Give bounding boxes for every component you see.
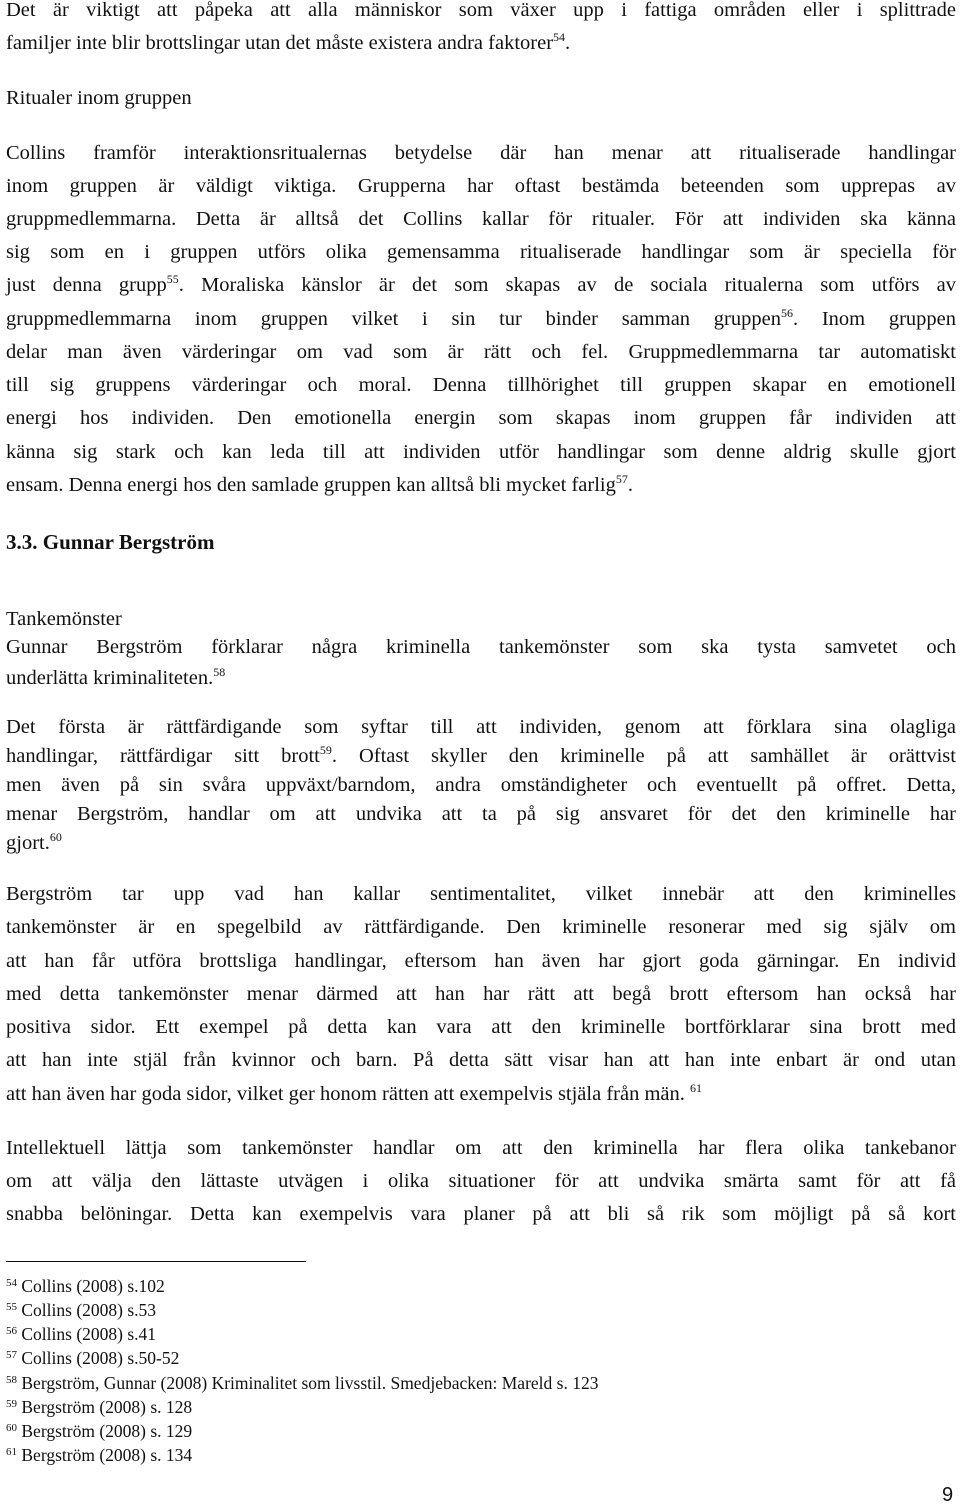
page-number: 9 bbox=[942, 1484, 954, 1506]
paragraph-4-line-4: menar Bergström, handlar om att undvika att ta på sig ansvaret för det den kriminelle har bbox=[6, 803, 956, 825]
footnote-ref-59: 59 bbox=[319, 743, 332, 757]
footnote-61: $^{61}$ Bergström (2008) s. 134 bbox=[6, 1445, 193, 1465]
paragraph-1-line-2: familjer inte blir brottslingar utan det måste existera andra faktorer$^{54}$. bbox=[6, 30, 571, 54]
paragraph-2-line-1: Collins framför interaktionsritualernas betydelse där han menar att ritualiserade handlingar bbox=[6, 142, 956, 164]
footnote-ref-56: 56 bbox=[780, 306, 793, 320]
paragraph-2-line-7: delar man även värderingar om vad som är rätt och fel. Gruppmedlemmarna tar automatiskt bbox=[6, 341, 956, 363]
footnote-57: $^{57}$ Collins (2008) s.50-52 bbox=[6, 1348, 180, 1368]
paragraph-6-line-1: Intellektuell lättja som tankemönster handlar om att den kriminella har flera olika tankebanor bbox=[6, 1137, 956, 1159]
paragraph-2-line-2: inom gruppen är väldigt viktiga. Grupperna har oftast bestämda beteenden som upprepas av bbox=[6, 175, 956, 197]
footnote-ref-57: 57 bbox=[615, 472, 628, 486]
footnote-ref-61: 61 bbox=[690, 1081, 702, 1095]
footnote-divider bbox=[6, 1261, 306, 1262]
paragraph-6-line-2: om att välja den lättaste utvägen i olika situationer för att undvika smärta samt för att få bbox=[6, 1170, 956, 1192]
paragraph-2-line-10: känna sig stark och kan leda till att individen utför handlingar som denne aldrig skulle gjort bbox=[6, 441, 956, 463]
subheading-tankemonster: Tankemönster bbox=[6, 608, 122, 630]
footnote-ref-60: 60 bbox=[49, 830, 62, 844]
paragraph-4-line-2: handlingar, rättfärdigar sitt brott$^{59}$. Oftast skyller den kriminelle på att samhället är orättvist bbox=[6, 743, 956, 767]
paragraph-4-line-5: gjort.$^{60}$ bbox=[6, 830, 62, 854]
footnote-56: $^{56}$ Collins (2008) s.41 bbox=[6, 1324, 157, 1344]
footnote-60: $^{60}$ Bergström (2008) s. 129 bbox=[6, 1421, 193, 1441]
paragraph-4-line-1: Det första är rättfärdigande som syftar till att individen, genom att förklara sina olagliga bbox=[6, 716, 956, 738]
paragraph-1-line-1: Det är viktigt att påpeka att alla människor som växer upp i fattiga områden eller i splittrade bbox=[6, 0, 956, 21]
paragraph-2-line-3: gruppmedlemmarna. Detta är alltså det Collins kallar för ritualer. För att individen ska känna bbox=[6, 208, 956, 230]
footnote-55: $^{55}$ Collins (2008) s.53 bbox=[6, 1300, 157, 1320]
paragraph-5-line-2: tankemönster är en spegelbild av rättfärdigande. Den kriminelle resonerar med sig själv om bbox=[6, 916, 956, 938]
paragraph-5-line-1: Bergström tar upp vad han kallar sentimentalitet, vilket innebär att den kriminelles bbox=[6, 883, 956, 905]
paragraph-2-line-9: energi hos individen. Den emotionella energin som skapas inom gruppen får individen att bbox=[6, 407, 956, 429]
paragraph-2-line-4: sig som en i gruppen utförs olika gemensamma ritualiserade handlingar som är speciella för bbox=[6, 241, 956, 263]
subheading-ritualer: Ritualer inom gruppen bbox=[6, 87, 192, 109]
paragraph-5-line-6: att han inte stjäl från kvinnor och barn. På detta sätt visar han att han inte enbart är ond utan bbox=[6, 1049, 956, 1071]
paragraph-3-line-1: Gunnar Bergström förklarar några kriminella tankemönster som ska tysta samvetet och bbox=[6, 636, 956, 658]
paragraph-2-line-6: gruppmedlemmarna inom gruppen vilket i sin tur binder samman gruppen$^{56}$. Inom gruppen bbox=[6, 306, 956, 330]
footnote-ref-55: 55 bbox=[166, 272, 179, 286]
paragraph-5-line-4: med detta tankemönster menar därmed att han har rätt att begå brott eftersom han också har bbox=[6, 983, 956, 1005]
paragraph-3-line-2: underlätta kriminaliteten.$^{58}$ bbox=[6, 665, 226, 689]
paragraph-4-line-3: men även på sin svåra uppväxt/barndom, andra omständigheter och eventuellt på offret. Detta, bbox=[6, 774, 956, 796]
footnote-ref-58: 58 bbox=[213, 665, 226, 679]
paragraph-5-line-5: positiva sidor. Ett exempel på detta kan vara att den kriminelle bortförklarar sina brott med bbox=[6, 1016, 956, 1038]
paragraph-2-line-11: ensam. Denna energi hos den samlade gruppen kan alltså bli mycket farlig$^{57}$. bbox=[6, 472, 633, 496]
paragraph-5-line-3: att han får utföra brottsliga handlingar, eftersom han även har gjort goda gärningar. En individ bbox=[6, 950, 956, 972]
footnote-58: $^{58}$ Bergström, Gunnar (2008) Kriminalitet som livsstil. Smedjebacken: Mareld s. 123 bbox=[6, 1373, 599, 1393]
paragraph-5-line-7: att han även har goda sidor, vilket ger honom rätten att exempelvis stjäla från män. $^{61}$ bbox=[6, 1081, 702, 1105]
footnote-59: $^{59}$ Bergström (2008) s. 128 bbox=[6, 1397, 193, 1417]
paragraph-2-line-8: till sig gruppens värderingar och moral. Denna tillhörighet till gruppen skapar en emotionell bbox=[6, 374, 956, 396]
section-heading: 3.3. Gunnar Bergström bbox=[6, 530, 215, 554]
paragraph-6-line-3: snabba belöningar. Detta kan exempelvis vara planer på att bli så rik som möjligt på så kort bbox=[6, 1203, 956, 1225]
paragraph-2-line-5: just denna grupp$^{55}$. Moraliska känslor är det som skapas av de sociala ritualerna som utförs av bbox=[6, 272, 956, 296]
footnote-ref-54: 54 bbox=[553, 30, 566, 44]
footnote-54: $^{54}$ Collins (2008) s.102 bbox=[6, 1276, 165, 1296]
